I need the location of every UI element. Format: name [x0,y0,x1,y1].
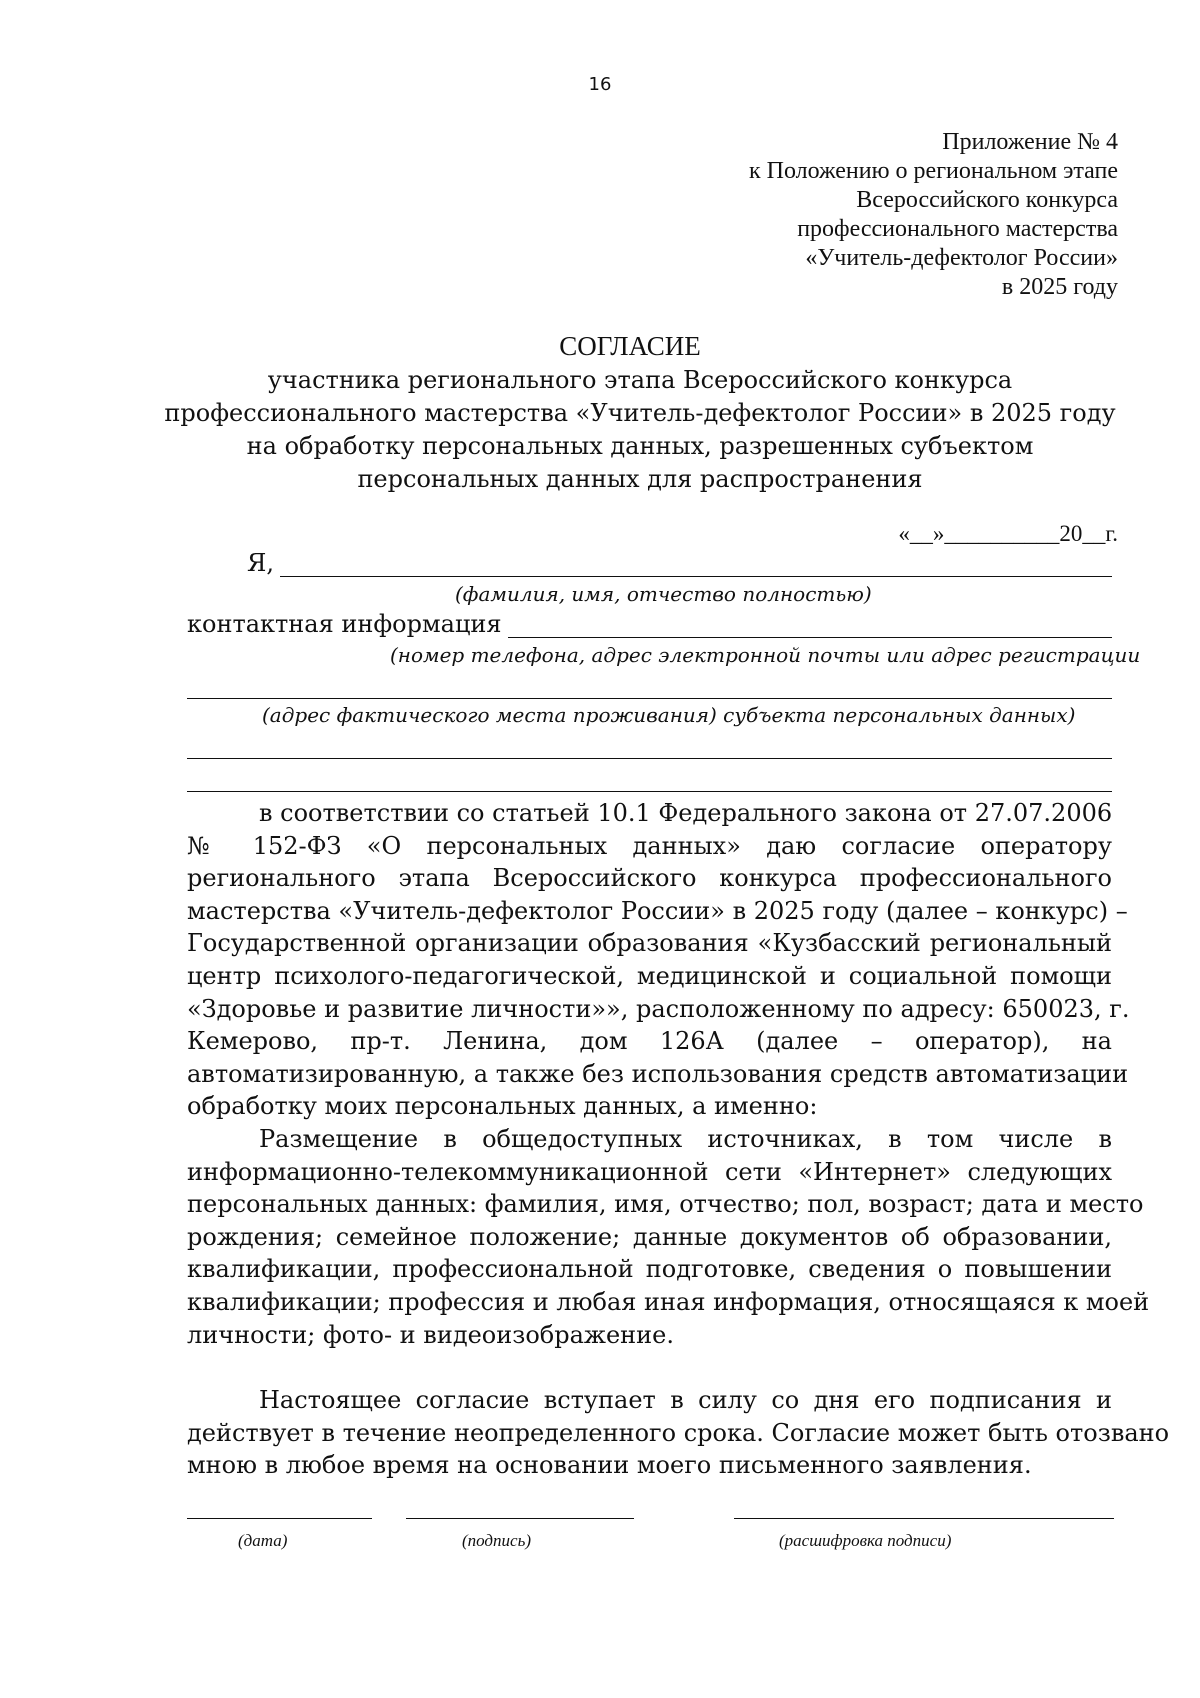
decoding-hint: (расшифровка подписи) [779,1531,952,1550]
text-line: квалификации, профессиональной подготовке, сведения о повышении [187,1255,1112,1284]
appendix-line: в 2025 году [1001,274,1118,300]
signature-decoding-field[interactable] [734,1518,1114,1519]
consent-paragraph [187,797,1130,1123]
name-label: Я, [247,549,275,577]
text-line: «Здоровье и развитие личности»», расположенному по адресу: 650023, г. [187,994,1130,1023]
name-hint: (фамилия, имя, отчество полностью) [455,582,872,606]
address-field-line-2[interactable] [187,791,1112,792]
page-number: 16 [588,74,612,95]
appendix-line: Приложение № 4 [942,129,1118,155]
text-line: центр психолого-педагогической, медицинской и социальной помощи [187,961,1112,990]
subtitle-line: профессионального мастерства «Учитель-дефектолог России» в 2025 году [164,399,1116,427]
validity-paragraph [187,1384,1170,1482]
appendix-header [518,128,1118,302]
text-line: регионального этапа Всероссийского конкурса профессионального [187,864,1112,893]
text-line: действует в течение неопределенного срока. Согласие может быть отозвано [187,1418,1170,1447]
name-field[interactable] [280,550,1112,577]
name-row [247,549,1112,577]
text-line: в соответствии со статьей 10.1 Федерального закона от 27.07.2006 [259,799,1113,827]
signature-hint: (подпись) [462,1531,531,1550]
contact-hint: (номер телефона, адрес электронной почты или адрес регистрации [390,643,1141,667]
appendix-line: профессионального мастерства [797,216,1118,242]
signature-field[interactable] [406,1518,634,1519]
text-line: Кемерово, пр-т. Ленина, дом 126А (далее – оператор), на [187,1027,1112,1056]
date-field[interactable]: «__»__________20__г. [898,521,1118,546]
contact-field[interactable] [508,611,1112,638]
document-subtitle [90,364,1190,496]
text-line: мастерства «Учитель-дефектолог России» в 2025 году (далее – конкурс) – [187,896,1128,925]
address-field-line-1[interactable] [187,758,1112,759]
text-line: персональных данных: фамилия, имя, отчество; пол, возраст; дата и место [187,1190,1144,1219]
text-line: автоматизированную, а также без использования средств автоматизации [187,1059,1129,1088]
appendix-line: «Учитель-дефектолог России» [805,245,1118,271]
text-line: обработку моих персональных данных, а именно: [187,1092,818,1121]
text-line: Настоящее согласие вступает в силу со дня его подписания и [259,1386,1112,1414]
text-line: рождения; семейное положение; данные документов об образовании, [187,1222,1112,1251]
date-signature-field[interactable] [187,1518,372,1519]
text-line: Размещение в общедоступных источниках, в том числе в [259,1125,1112,1153]
address-hint: (адрес фактического места проживания) субъекта персональных данных) [262,703,1076,727]
appendix-line: Всероссийского конкурса [856,187,1118,213]
contact-field-line-2[interactable] [187,698,1112,699]
contact-row [187,610,1112,638]
data-list-paragraph [187,1123,1150,1351]
date-hint: (дата) [238,1531,288,1550]
text-line: личности; фото- и видеоизображение. [187,1320,675,1349]
text-line: информационно-телекоммуникационной сети «Интернет» следующих [187,1157,1112,1186]
text-line: Государственной организации образования «Кузбасский региональный [187,929,1112,958]
text-line: № 152-ФЗ «О персональных данных» даю согласие оператору [187,831,1112,860]
appendix-line: к Положению о региональном этапе [748,158,1118,184]
subtitle-line: на обработку персональных данных, разрешенных субъектом [246,432,1034,460]
contact-label: контактная информация [187,610,502,638]
subtitle-line: участника регионального этапа Всероссийского конкурса [267,366,1013,394]
text-line: квалификации; профессия и любая иная информация, относящаяся к моей [187,1287,1150,1316]
text-line: мною в любое время на основании моего письменного заявления. [187,1451,1032,1480]
subtitle-line: персональных данных для распространения [357,465,923,493]
document-title: СОГЛАСИЕ [559,331,701,361]
